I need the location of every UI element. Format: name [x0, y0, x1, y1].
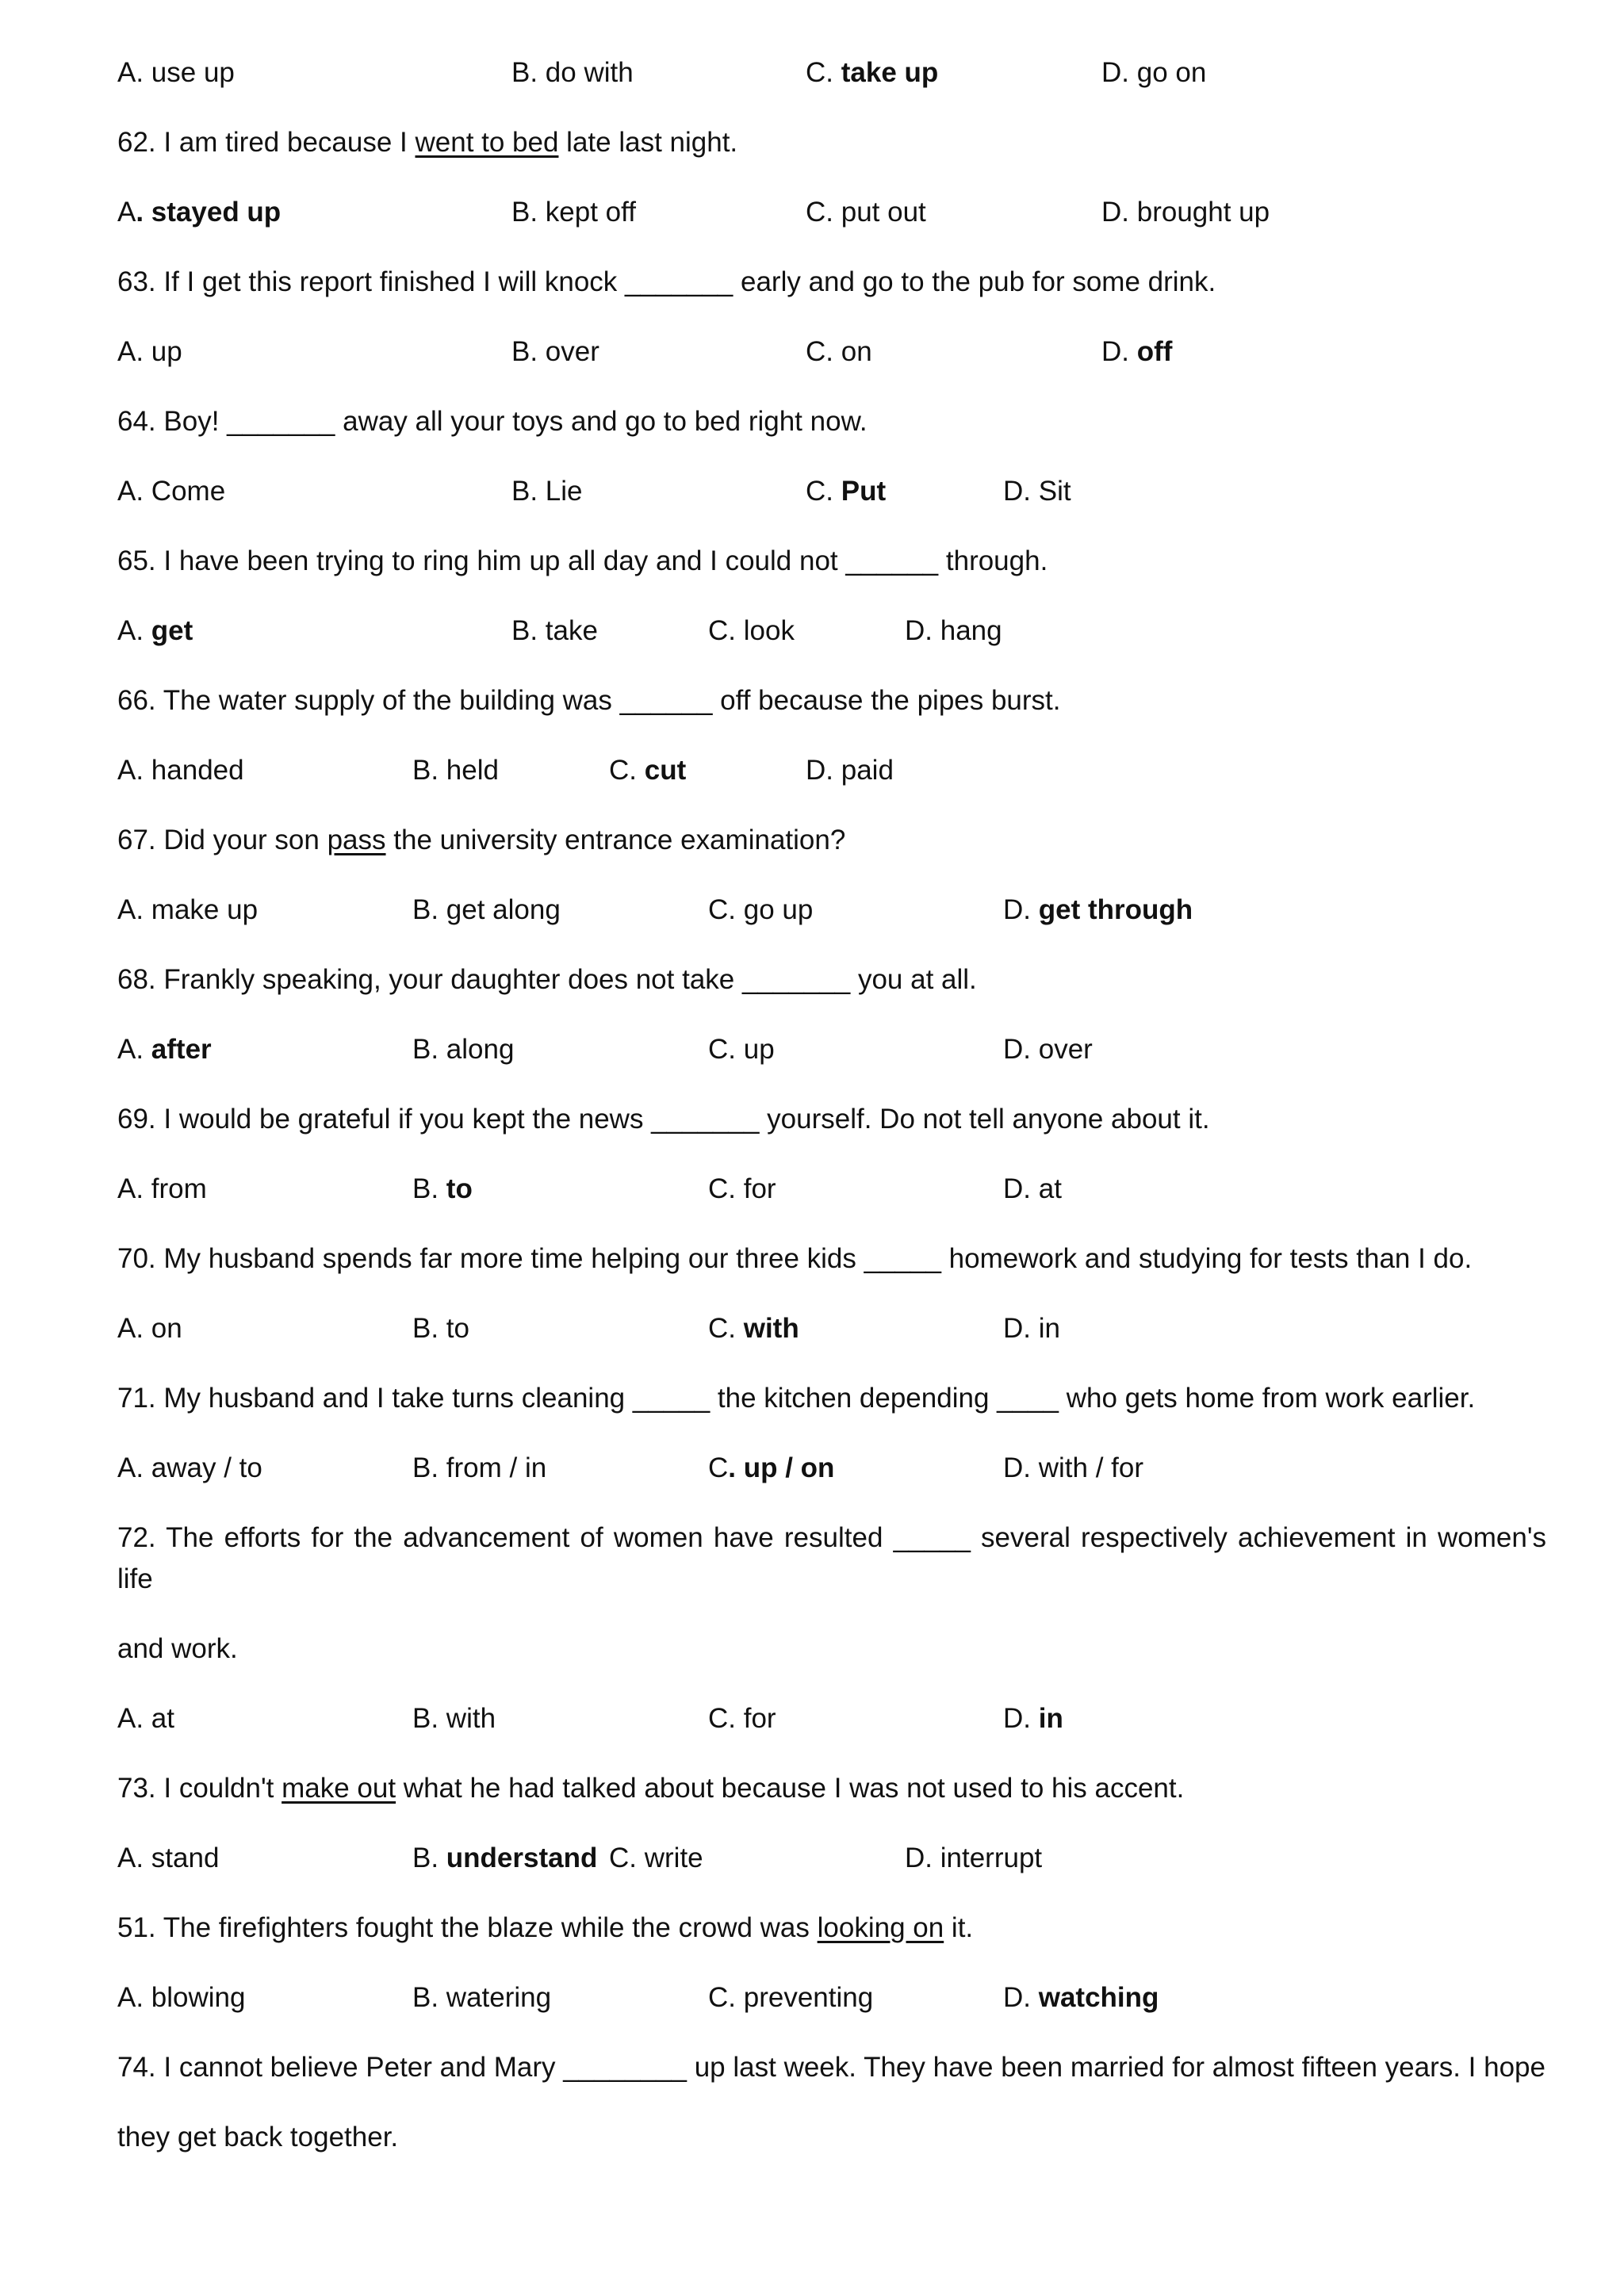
- option-b: B. get along: [412, 894, 561, 925]
- question-72-line-2: life: [117, 1563, 153, 1594]
- option-d: D. brought up: [1101, 197, 1270, 228]
- option-d: D. hang: [905, 615, 1002, 646]
- question-51: 51. The firefighters fought the blaze while the crowd was looking on it.: [117, 1912, 974, 1943]
- option-a: A. after: [117, 1034, 212, 1065]
- question-74: 74. I cannot believe Peter and Mary ________ up last week. They have been married for almost fifteen years. I hope: [117, 2052, 1545, 2083]
- option-c: C. write: [609, 1843, 703, 1873]
- question-72: 72. The efforts for the advancement of women have resulted _____ several respectively achievement in women's: [117, 1522, 1546, 1553]
- question-68: 68. Frankly speaking, your daughter does not take _______ you at all.: [117, 964, 977, 995]
- question-70: 70. My husband spends far more time helping our three kids _____ homework and studying for tests than I do.: [117, 1243, 1473, 1274]
- option-a: A. make up: [117, 894, 259, 925]
- question-72-line-3: and work.: [117, 1633, 238, 1664]
- option-d: D. interrupt: [905, 1843, 1043, 1873]
- option-a: A. use up: [117, 57, 235, 88]
- question-63: 63. If I get this report finished I will knock _______ early and go to the pub for some drink.: [117, 266, 1216, 297]
- option-b: B. to: [412, 1173, 473, 1204]
- question-67: 67. Did your son pass the university entrance examination?: [117, 825, 846, 855]
- question-65: 65. I have been trying to ring him up all day and I could not ______ through.: [117, 545, 1048, 576]
- option-b: B. watering: [412, 1982, 552, 2013]
- option-c: C. on: [806, 336, 872, 367]
- option-c: C. for: [708, 1703, 776, 1734]
- option-a: A. from: [117, 1173, 207, 1204]
- option-c: C. for: [708, 1173, 776, 1204]
- question-71: 71. My husband and I take turns cleaning _____ the kitchen depending ____ who gets home from work earlier.: [117, 1383, 1476, 1414]
- option-a: A. blowing: [117, 1982, 246, 2013]
- option-b: B. kept off: [511, 197, 636, 228]
- option-c: C. go up: [708, 894, 814, 925]
- option-d: D. in: [1003, 1313, 1060, 1344]
- option-a: A. away / to: [117, 1452, 262, 1483]
- option-c: C. preventing: [708, 1982, 874, 2013]
- option-d: D. off: [1101, 336, 1173, 367]
- option-b: B. understand: [412, 1843, 598, 1873]
- option-a: A. get: [117, 615, 193, 646]
- option-b: B. Lie: [511, 476, 583, 507]
- option-c: C. up / on: [708, 1452, 835, 1483]
- question-74-line-2: they get back together.: [117, 2122, 399, 2152]
- option-d: D. over: [1003, 1034, 1093, 1065]
- question-69: 69. I would be grateful if you kept the news _______ yourself. Do not tell anyone about it.: [117, 1104, 1210, 1135]
- option-d: D. go on: [1101, 57, 1207, 88]
- option-d: D. with / for: [1003, 1452, 1143, 1483]
- option-c: C. cut: [609, 755, 687, 786]
- option-b: B. over: [511, 336, 599, 367]
- option-a: A. up: [117, 336, 182, 367]
- option-d: D. Sit: [1003, 476, 1071, 507]
- option-c: C. look: [708, 615, 795, 646]
- option-c: C. up: [708, 1034, 775, 1065]
- option-b: B. do with: [511, 57, 634, 88]
- option-a: A. at: [117, 1703, 174, 1734]
- option-a: A. Come: [117, 476, 226, 507]
- option-d: D. watching: [1003, 1982, 1159, 2013]
- option-d: D. get through: [1003, 894, 1193, 925]
- option-a: A. stayed up: [117, 197, 282, 228]
- question-73: 73. I couldn't make out what he had talked about because I was not used to his accent.: [117, 1773, 1185, 1804]
- option-c: C. put out: [806, 197, 926, 228]
- option-b: B. take: [511, 615, 598, 646]
- option-b: B. held: [412, 755, 499, 786]
- option-c: C. Put: [806, 476, 887, 507]
- option-d: D. paid: [806, 755, 894, 786]
- question-64: 64. Boy! _______ away all your toys and go to bed right now.: [117, 406, 868, 437]
- option-a: A. on: [117, 1313, 182, 1344]
- option-c: C. with: [708, 1313, 799, 1344]
- question-62: 62. I am tired because I went to bed late last night.: [117, 127, 738, 158]
- option-c: C. take up: [806, 57, 939, 88]
- option-b: B. along: [412, 1034, 515, 1065]
- option-b: B. from / in: [412, 1452, 547, 1483]
- option-d: D. in: [1003, 1703, 1063, 1734]
- option-a: A. handed: [117, 755, 244, 786]
- option-b: B. to: [412, 1313, 469, 1344]
- option-a: A. stand: [117, 1843, 220, 1873]
- option-b: B. with: [412, 1703, 496, 1734]
- question-66: 66. The water supply of the building was ______ off because the pipes burst.: [117, 685, 1061, 716]
- option-d: D. at: [1003, 1173, 1062, 1204]
